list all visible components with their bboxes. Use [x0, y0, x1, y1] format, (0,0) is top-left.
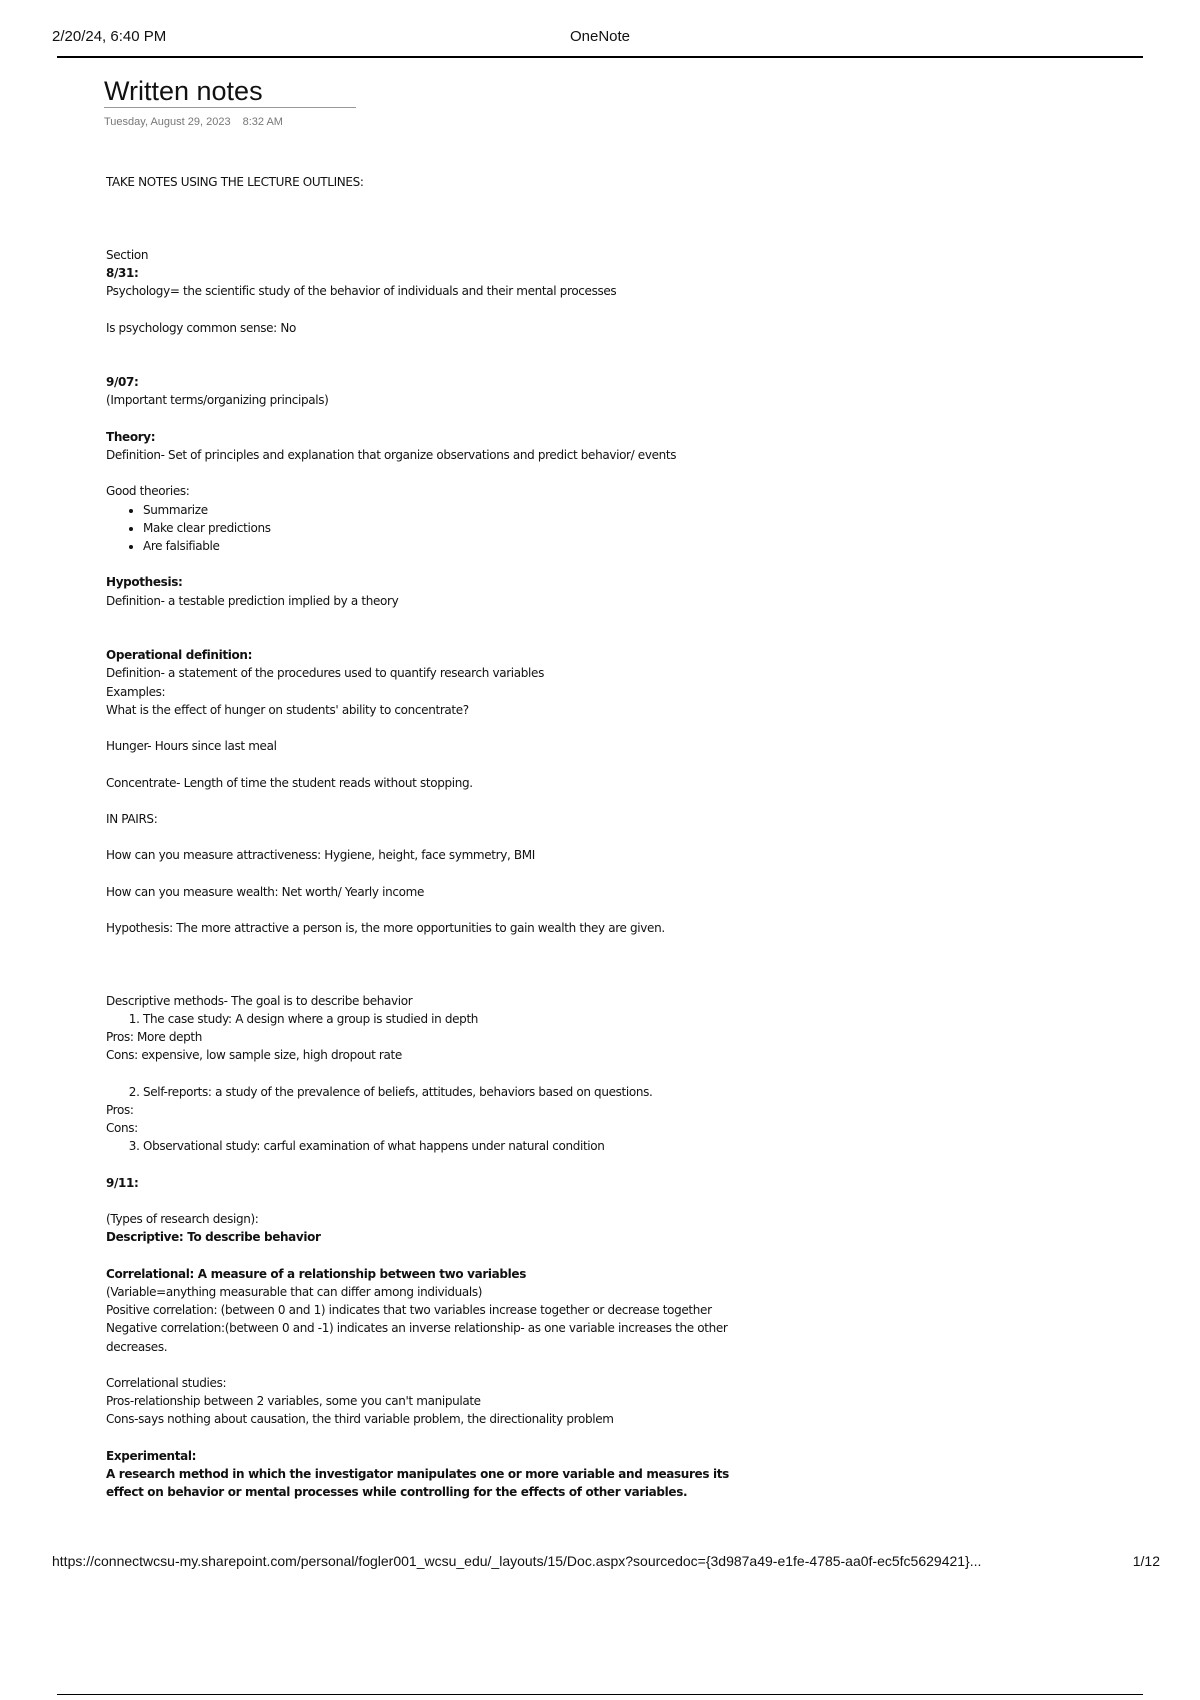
date-heading: 8/31: — [106, 265, 139, 280]
note-line: Definition- a statement of the procedures used to quantify research variables — [106, 666, 544, 681]
note-line: Concentrate- Length of time the student reads without stopping. — [106, 775, 473, 790]
list-item: • Summarize — [143, 501, 746, 519]
page-indicator: 1/12 — [1132, 1553, 1160, 1569]
blank-line — [106, 1156, 746, 1174]
note-line: Section — [106, 247, 149, 262]
blank-line — [106, 228, 746, 246]
note-line: Pros: More depth — [106, 1030, 203, 1045]
term-heading: Descriptive: To describe behavior — [106, 1230, 321, 1245]
note-line: Descriptive methods- The goal is to describe behavior — [106, 993, 413, 1008]
note-line: TAKE NOTES USING THE LECTURE OUTLINES: — [106, 175, 364, 189]
blank-line — [106, 937, 746, 955]
page-title: Written notes — [104, 76, 263, 106]
blank-line — [106, 355, 746, 373]
note-line: Hunger- Hours since last meal — [106, 739, 277, 754]
header-rule — [57, 56, 1143, 58]
note-line: How can you measure wealth: Net worth/ Yearly income — [106, 884, 424, 899]
print-header — [52, 28, 1148, 58]
blank-line — [106, 555, 746, 573]
note-line: Examples: — [106, 684, 166, 699]
next-page-rule — [57, 1694, 1143, 1695]
blank-line — [106, 300, 746, 318]
term-heading: Theory: — [106, 429, 156, 444]
blank-line — [106, 1065, 746, 1083]
methods-list — [106, 1137, 746, 1155]
note-line: (Types of research design): — [106, 1212, 259, 1227]
print-datetime: 2/20/24, 6:40 PM — [52, 28, 167, 45]
note-line: Definition- Set of principles and explanation that organize observations and predict behavior/ events — [106, 447, 677, 462]
blank-line — [106, 864, 746, 882]
note-line: Hypothesis: The more attractive a person is, the more opportunities to gain wealth they are given. — [106, 921, 665, 936]
note-line: Good theories: — [106, 484, 190, 499]
date-heading: 9/11: — [106, 1175, 139, 1190]
blank-line — [106, 1356, 746, 1374]
title-underline — [104, 107, 356, 108]
note-line: (Variable=anything measurable that can differ among individuals) — [106, 1285, 483, 1300]
term-heading: Hypothesis: — [106, 575, 183, 590]
print-app-name: OneNote — [569, 28, 631, 45]
methods-list — [106, 1083, 746, 1101]
term-definition: A research method in which the investigator manipulates one or more variable and measures its effect on behavior or mental processes while controlling for the effects of other variables. — [106, 1467, 729, 1500]
note-line: (Important terms/organizing principals) — [106, 393, 329, 408]
list-item: 1. The case study: A design where a group is studied in depth — [143, 1010, 746, 1028]
note-line: What is the effect of hunger on students' ability to concentrate? — [106, 702, 469, 717]
note-line: Correlational studies: — [106, 1376, 227, 1391]
blank-line — [106, 792, 746, 810]
term-heading: Operational definition: — [106, 648, 253, 663]
blank-line — [106, 1247, 746, 1265]
note-line: IN PAIRS: — [106, 811, 158, 826]
note-line: Is psychology common sense: No — [106, 320, 296, 335]
term-heading: Experimental: — [106, 1448, 197, 1463]
blank-line — [106, 1429, 746, 1447]
blank-line — [106, 719, 746, 737]
blank-line — [106, 628, 746, 646]
note-line: Definition- a testable prediction implied by a theory — [106, 593, 399, 608]
note-line: How can you measure attractiveness: Hygiene, height, face symmetry, BMI — [106, 848, 535, 863]
blank-line — [106, 1192, 746, 1210]
note-line: Pros-relationship between 2 variables, some you can't manipulate — [106, 1394, 481, 1409]
note-line: Psychology= the scientific study of the behavior of individuals and their mental processes — [106, 284, 617, 299]
page-time: 8:32 AM — [242, 116, 283, 128]
blank-line — [106, 610, 746, 628]
blank-line — [106, 828, 746, 846]
list-item: 3. Observational study: carful examination of what happens under natural condition — [143, 1137, 746, 1155]
blank-line — [106, 209, 746, 227]
note-line: Negative correlation:(between 0 and -1) indicates an inverse relationship- as one variable increases the other decreases. — [106, 1321, 728, 1354]
page-created-datetime — [104, 116, 283, 128]
note-body — [106, 173, 746, 1501]
source-url: https://connectwcsu-my.sharepoint.com/personal/fogler001_wcsu_edu/_layouts/15/Doc.aspx?sourcedoc={3d987a49-e1fe-4785-aa0f-ec5fc5629421}... — [52, 1553, 982, 1569]
date-heading: 9/07: — [106, 375, 139, 390]
blank-line — [106, 901, 746, 919]
blank-line — [106, 755, 746, 773]
blank-line — [106, 464, 746, 482]
blank-line — [106, 410, 746, 428]
blank-line — [106, 974, 746, 992]
note-line: Cons-says nothing about causation, the third variable problem, the directionality problem — [106, 1412, 614, 1427]
note-line: Cons: — [106, 1121, 138, 1136]
list-item: • Make clear predictions — [143, 519, 746, 537]
list-item: • Are falsifiable — [143, 537, 746, 555]
list-item: 2. Self-reports: a study of the prevalence of beliefs, attitudes, behaviors based on questions. — [143, 1083, 746, 1101]
note-line: Positive correlation: (between 0 and 1) indicates that two variables increase together or decrease together — [106, 1303, 712, 1318]
note-line: Cons: expensive, low sample size, high dropout rate — [106, 1048, 402, 1063]
methods-list — [106, 1010, 746, 1028]
blank-line — [106, 337, 746, 355]
good-theories-list — [106, 501, 746, 556]
note-line: Pros: — [106, 1103, 134, 1118]
term-heading: Correlational: A measure of a relationship between two variables — [106, 1266, 527, 1281]
blank-line — [106, 191, 746, 209]
blank-line — [106, 955, 746, 973]
page-date: Tuesday, August 29, 2023 — [104, 116, 231, 128]
